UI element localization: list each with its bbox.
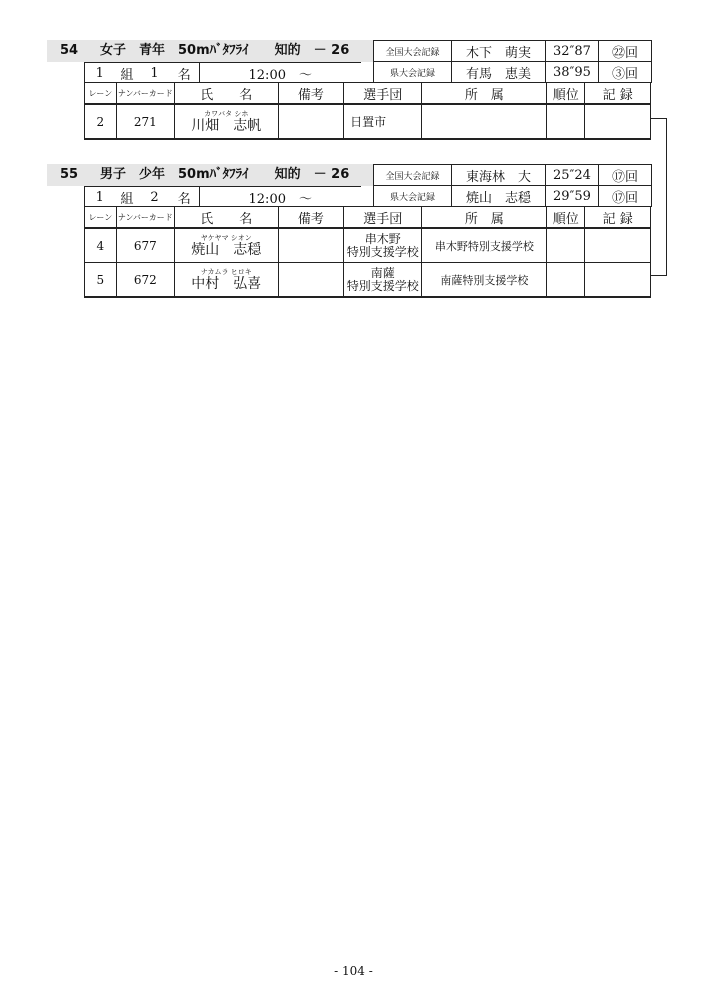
table-row: [85, 263, 651, 298]
record-label: 全国大会記録: [374, 165, 452, 186]
col-record: 記 録: [585, 83, 651, 105]
col-number-card: ナンバーカード: [116, 207, 174, 229]
col-affiliation: 所 属: [422, 83, 547, 105]
event-block-54: [47, 40, 651, 134]
athlete-kana: ナカムラ ヒロキ: [200, 267, 252, 276]
affiliation: 南薩特別支援学校: [422, 263, 547, 298]
record: [585, 228, 651, 263]
team-line2: 特別支援学校: [346, 278, 419, 293]
table-row: [85, 104, 651, 139]
team: 日置市: [344, 104, 422, 139]
athlete-kanji: 川畑 志帆: [191, 117, 262, 134]
athlete-name: [174, 228, 278, 263]
event-number: 54: [60, 43, 79, 58]
start-time: 12:00 ～: [200, 187, 361, 208]
heat-connector-bracket: [651, 118, 667, 276]
record-time: 29″59: [546, 186, 599, 207]
entrant-count: 2: [140, 187, 170, 208]
group-number: 1: [85, 187, 115, 208]
team-line1: 南薩: [370, 265, 395, 280]
event-number: 55: [60, 167, 79, 182]
group-row: [85, 187, 652, 208]
team-line2: 特別支援学校: [346, 244, 419, 259]
athlete-kana: カワバタ シホ: [204, 109, 249, 118]
col-lane: レーン: [85, 207, 117, 229]
record-holder: 木下 萌実: [452, 41, 546, 62]
event-title-line: [47, 40, 349, 62]
group-info-table: [84, 186, 652, 207]
remarks: [278, 263, 344, 298]
athlete-kana: ヤケヤマ シオン: [200, 233, 252, 242]
col-name: 氏 名: [174, 207, 278, 229]
rank: [547, 228, 585, 263]
group-row: [85, 63, 652, 84]
record-time: 38″95: [546, 62, 599, 83]
col-rank: 順位: [547, 83, 585, 105]
entries-table: [84, 206, 651, 298]
entrant-unit: 名: [170, 187, 200, 208]
col-team: 選手団: [344, 83, 422, 105]
athlete-kanji: 焼山 志穏: [191, 241, 262, 258]
athlete-name: [174, 104, 278, 139]
athlete-name: [174, 263, 278, 298]
col-record: 記 録: [585, 207, 651, 229]
affiliation: [422, 104, 547, 139]
team: [344, 263, 422, 298]
col-team: 選手団: [344, 207, 422, 229]
table-row: [85, 228, 651, 263]
col-rank: 順位: [547, 207, 585, 229]
entrant-unit: 名: [170, 63, 200, 84]
record-label: 全国大会記録: [374, 41, 452, 62]
event-block-55: [47, 164, 651, 293]
event-title: 女子 青年 50mﾊﾞﾀﾌﾗｲ 知的 － 26: [100, 43, 350, 58]
col-lane: レーン: [85, 83, 117, 105]
number-card: 677: [116, 228, 174, 263]
record-meet: ⑰回: [599, 186, 652, 207]
col-remarks: 備考: [278, 83, 344, 105]
number-card: 271: [116, 104, 174, 139]
record: [585, 263, 651, 298]
record-meet: ③回: [599, 62, 652, 83]
entrant-count: 1: [140, 63, 170, 84]
record-time: 32″87: [546, 41, 599, 62]
lane: 2: [85, 104, 117, 139]
record-label: 県大会記録: [374, 186, 452, 207]
group-number: 1: [85, 63, 115, 84]
column-header-row: [85, 83, 651, 105]
rank: [547, 263, 585, 298]
team: [344, 228, 422, 263]
national-record-row: [374, 165, 652, 186]
col-affiliation: 所 属: [422, 207, 547, 229]
record-holder: 焼山 志穏: [452, 186, 546, 207]
record-meet: ⑰回: [599, 165, 652, 186]
start-time: 12:00 ～: [200, 63, 361, 84]
record-holder: 東海林 大: [452, 165, 546, 186]
event-title: 男子 少年 50mﾊﾞﾀﾌﾗｲ 知的 － 26: [100, 167, 350, 182]
record-holder: 有馬 恵美: [452, 62, 546, 83]
group-info-table: [84, 62, 652, 83]
remarks: [278, 228, 344, 263]
affiliation: 串木野特別支援学校: [422, 228, 547, 263]
group-unit: 組: [115, 187, 140, 208]
rank: [547, 104, 585, 139]
col-number-card: ナンバーカード: [116, 83, 174, 105]
remarks: [278, 104, 344, 139]
record-time: 25″24: [546, 165, 599, 186]
athlete-kanji: 中村 弘喜: [191, 275, 262, 292]
lane: 4: [85, 228, 117, 263]
event-title-line: [47, 164, 349, 186]
record-meet: ㉒回: [599, 41, 652, 62]
national-record-row: [374, 41, 652, 62]
record-label: 県大会記録: [374, 62, 452, 83]
lane: 5: [85, 263, 117, 298]
entries-table: [84, 82, 651, 140]
record: [585, 104, 651, 139]
team-line1: 串木野: [364, 231, 401, 246]
number-card: 672: [116, 263, 174, 298]
col-remarks: 備考: [278, 207, 344, 229]
col-name: 氏 名: [174, 83, 278, 105]
column-header-row: [85, 207, 651, 229]
page-number: - 104 -: [334, 964, 373, 978]
group-unit: 組: [115, 63, 140, 84]
